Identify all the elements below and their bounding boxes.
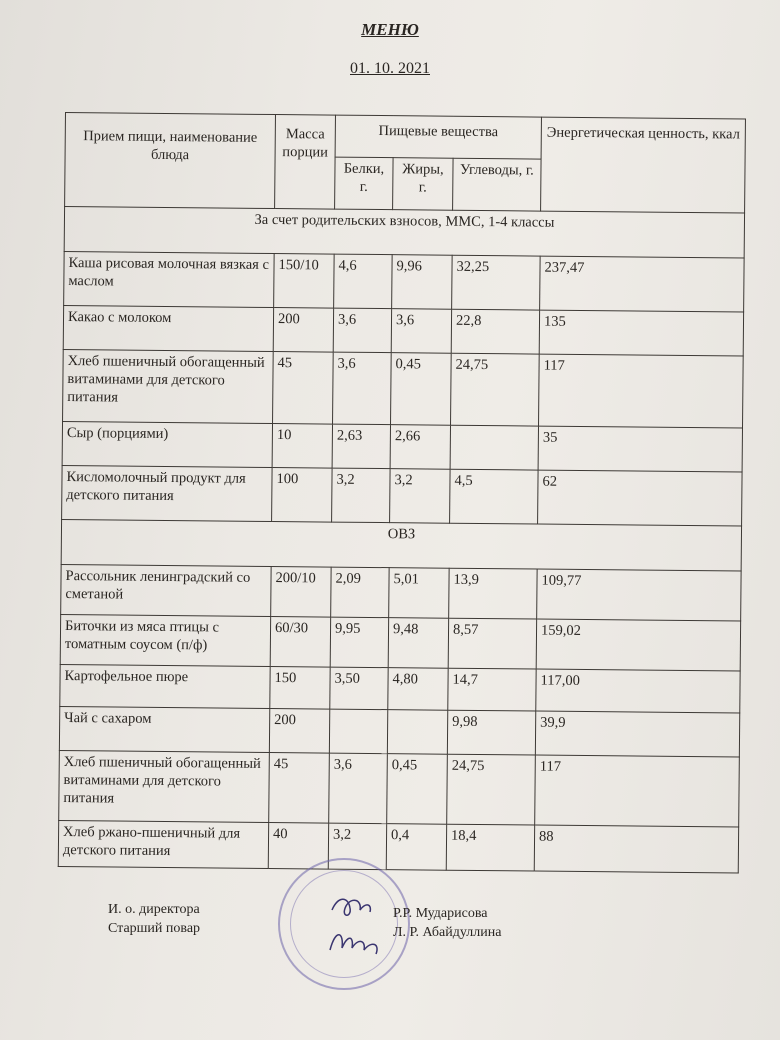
dish-mass: 150 [270, 666, 330, 709]
dish-fat: 0,45 [391, 353, 452, 426]
header-meal: Прием пищи, наименование блюда [65, 113, 276, 209]
table-row [64, 251, 745, 312]
dish-mass: 40 [268, 822, 328, 869]
table-row [58, 820, 738, 873]
dish-protein: 3,6 [329, 753, 388, 824]
role-cook: Старший повар [108, 921, 201, 936]
dish-name: Картофельное пюре [60, 664, 270, 708]
table-row [60, 664, 740, 713]
dish-carbs: 14,7 [448, 668, 536, 711]
section-row [61, 519, 741, 571]
header-nutrients: Пищевые вещества [335, 115, 541, 159]
dish-name: Кисломолочный продукт для детского питания [62, 465, 273, 521]
dish-carbs: 22,8 [451, 309, 539, 354]
dish-protein: 4,6 [334, 254, 393, 309]
dish-mass: 45 [269, 752, 330, 823]
name-cook: Л. Р. Абайдуллина [393, 925, 502, 940]
dish-protein: 9,95 [330, 617, 388, 668]
dish-name: Какао с молоком [63, 305, 273, 351]
dish-carbs: 24,75 [451, 353, 540, 426]
dish-kcal: 159,02 [536, 619, 740, 671]
dish-name: Чай с сахаром [59, 706, 269, 752]
table-row [59, 706, 739, 757]
table-row [60, 614, 740, 671]
dish-kcal: 117,00 [536, 669, 740, 713]
table-row [62, 421, 742, 472]
table-row [61, 564, 741, 621]
dish-name: Хлеб ржано-пшеничный для детского питания [58, 820, 268, 868]
table-row [63, 349, 744, 428]
dish-fat: 0,45 [387, 754, 448, 825]
dish-protein: 3,2 [332, 468, 391, 523]
table-row [63, 305, 743, 356]
dish-mass: 200 [273, 308, 333, 353]
dish-kcal: 62 [538, 470, 743, 526]
dish-fat: 5,01 [389, 568, 449, 619]
dish-protein: 2,09 [331, 567, 389, 618]
dish-protein: 3,6 [333, 308, 391, 353]
section-row [64, 207, 744, 259]
dish-mass: 150/10 [274, 254, 335, 309]
dish-carbs: 8,57 [448, 618, 537, 669]
dish-kcal: 35 [538, 426, 742, 472]
dish-kcal: 39,9 [535, 711, 739, 757]
dish-carbs: 13,9 [449, 568, 538, 619]
dish-protein [329, 709, 387, 754]
dish-protein: 2,63 [332, 424, 390, 469]
dish-kcal: 117 [539, 354, 744, 428]
dish-fat: 9,48 [388, 618, 448, 669]
dish-fat: 3,6 [391, 309, 451, 354]
menu-title: МЕНЮ [361, 20, 419, 39]
dish-name: Биточки из мяса птицы с томатным соусом (п/ф) [60, 614, 270, 666]
dish-carbs: 9,98 [447, 710, 535, 755]
menu-table [58, 112, 746, 874]
section-title: За счет родительских взносов, ММС, 1-4 классы [64, 207, 744, 259]
header-protein: Белки, г. [335, 157, 393, 210]
name-director: Р.Р. Мударисова [393, 906, 488, 921]
table-row [59, 750, 740, 827]
dish-carbs [450, 425, 538, 470]
dish-fat: 2,66 [390, 425, 450, 470]
dish-protein: 3,6 [333, 352, 392, 425]
handwritten-signature [326, 888, 396, 968]
dish-name: Хлеб пшеничный обогащенный витаминами для детского питания [59, 750, 270, 822]
dish-kcal: 135 [539, 310, 743, 356]
dish-kcal: 109,77 [537, 569, 741, 621]
dish-name: Сыр (порциями) [62, 421, 272, 467]
menu-date: 01. 10. 2021 [350, 60, 430, 77]
dish-mass: 100 [272, 468, 333, 523]
dish-carbs: 24,75 [447, 754, 536, 825]
dish-mass: 10 [272, 424, 332, 469]
dish-mass: 45 [273, 352, 334, 425]
table-row [62, 465, 743, 526]
header-carbs: Углеводы, г. [453, 158, 542, 211]
dish-name: Каша рисовая молочная вязкая с маслом [64, 251, 275, 307]
dish-mass: 200/10 [271, 566, 331, 617]
dish-protein: 3,50 [330, 667, 388, 710]
header-energy: Энергетическая ценность, ккал [541, 117, 746, 213]
dish-fat [387, 710, 447, 755]
dish-fat: 9,96 [392, 255, 453, 310]
dish-fat: 3,2 [390, 469, 451, 524]
dish-kcal: 88 [534, 825, 738, 873]
dish-carbs: 32,25 [452, 255, 541, 310]
header-fat: Жиры, г. [393, 158, 453, 211]
header-mass: Масса порции [275, 115, 336, 210]
dish-kcal: 117 [535, 755, 740, 827]
dish-mass: 200 [269, 708, 329, 753]
dish-name: Рассольник ленинградский со сметаной [61, 564, 271, 616]
dish-mass: 60/30 [270, 616, 330, 667]
dish-carbs: 18,4 [446, 824, 534, 871]
dish-name: Хлеб пшеничный обогащенный витаминами для детского питания [63, 349, 274, 423]
dish-fat: 4,80 [388, 668, 448, 711]
dish-carbs: 4,5 [450, 469, 539, 524]
section-title: ОВЗ [61, 519, 741, 571]
role-director: И. о. директора [108, 902, 200, 917]
dish-fat: 0,4 [386, 824, 446, 871]
dish-protein: 3,2 [328, 823, 386, 870]
dish-kcal: 237,47 [540, 256, 745, 312]
